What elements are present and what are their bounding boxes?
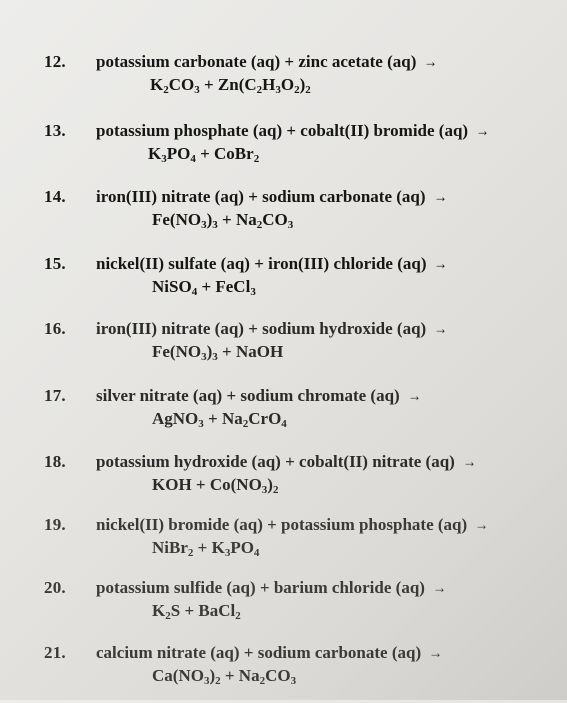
formula-subscript: 2 bbox=[163, 84, 169, 96]
formula-subscript: 3 bbox=[198, 418, 204, 430]
problem-formula: $K_3PO_4$ + CoBr$_2$ bbox=[148, 144, 260, 165]
reaction-arrow: → bbox=[424, 52, 438, 71]
problem-18 bbox=[0, 452, 567, 512]
problem-20 bbox=[0, 578, 567, 638]
problem-number: 12. bbox=[44, 52, 66, 71]
problem-number: 16. bbox=[44, 319, 66, 338]
problem-formula: $Fe(NO_3)_3$ + NaOH bbox=[152, 342, 284, 363]
formula-subscript: 3 bbox=[290, 675, 297, 687]
problem-16 bbox=[0, 319, 567, 379]
problem-15 bbox=[0, 254, 567, 314]
formula-subscript: 2 bbox=[259, 675, 266, 687]
reaction-arrow: → bbox=[462, 452, 477, 471]
formula-subscript: 3 bbox=[212, 219, 218, 231]
reaction-arrow: → bbox=[428, 643, 443, 662]
formula-subscript: 3 bbox=[194, 84, 200, 96]
formula-subscript: 3 bbox=[161, 153, 167, 165]
problem-formula: AgNO$_3$ + $Na_2CrO_4$ bbox=[152, 409, 287, 430]
formula-subscript: 3 bbox=[203, 675, 210, 687]
problem-number: 21. bbox=[44, 643, 66, 662]
formula-subscript: 2 bbox=[187, 547, 194, 559]
problem-description: iron(III) nitrate (aq) + sodium carbonate (aq) → bbox=[96, 187, 447, 206]
formula-subscript: 4 bbox=[191, 286, 198, 298]
formula-subscript: 2 bbox=[256, 219, 263, 231]
problem-description: nickel(II) sulfate (aq) + iron(III) chloride (aq) → bbox=[96, 254, 448, 273]
problem-formula: NiSO$_4$ + FeCl$_3$ bbox=[152, 277, 256, 298]
formula-subscript: 3 bbox=[261, 484, 268, 496]
problem-number: 13. bbox=[44, 121, 66, 140]
problem-number: 20. bbox=[44, 578, 66, 597]
problem-12 bbox=[0, 52, 567, 112]
reaction-arrow: → bbox=[474, 515, 489, 534]
problem-formula: $Fe(NO_3)_3 + Na_2CO_3$ bbox=[152, 210, 294, 231]
reaction-arrow: → bbox=[433, 187, 447, 206]
problem-description: calcium nitrate (aq) + sodium carbonate (aq) → bbox=[96, 643, 443, 662]
reaction-arrow: → bbox=[433, 319, 448, 338]
formula-subscript: 2 bbox=[235, 610, 241, 622]
problem-number: 18. bbox=[44, 452, 66, 471]
problem-formula: $K_2S$ + BaCl$_2$ bbox=[152, 601, 241, 622]
formula-subscript: 2 bbox=[242, 418, 249, 430]
problem-description: iron(III) nitrate (aq) + sodium hydroxide (aq) → bbox=[96, 319, 448, 338]
problem-description: nickel(II) bromide (aq) + potassium phosphate (aq) → bbox=[96, 515, 489, 534]
problem-description: silver nitrate (aq) + sodium chromate (aq) → bbox=[96, 386, 422, 405]
problem-17 bbox=[0, 386, 567, 446]
problem-21 bbox=[0, 643, 567, 703]
problem-number: 15. bbox=[44, 254, 66, 273]
reaction-arrow: → bbox=[432, 578, 447, 597]
reaction-arrow: → bbox=[475, 121, 490, 140]
problem-number: 19. bbox=[44, 515, 66, 534]
problem-number: 14. bbox=[44, 187, 66, 206]
problem-formula: $Ca(NO_3)_2 + Na_2CO_3$ bbox=[152, 666, 297, 687]
formula-subscript: 2 bbox=[305, 84, 311, 96]
problem-formula: KOH + $Co(NO_3)_2$ bbox=[152, 475, 279, 496]
problem-description: potassium carbonate (aq) + zinc acetate (aq) → bbox=[96, 52, 438, 71]
formula-subscript: 3 bbox=[224, 547, 231, 559]
formula-subscript: 2 bbox=[272, 484, 279, 496]
problem-description: potassium phosphate (aq) + cobalt(II) bromide (aq) → bbox=[96, 121, 490, 140]
reaction-arrow: → bbox=[407, 386, 422, 405]
problem-description: potassium sulfide (aq) + barium chloride (aq) → bbox=[96, 578, 447, 597]
formula-subscript: 4 bbox=[281, 418, 287, 430]
formula-subscript: 2 bbox=[165, 610, 171, 622]
formula-subscript: 3 bbox=[201, 351, 207, 363]
formula-subscript: 3 bbox=[287, 219, 294, 231]
formula-subscript: 4 bbox=[190, 153, 196, 165]
formula-subscript: 2 bbox=[294, 84, 300, 96]
formula-subscript: 3 bbox=[250, 286, 256, 298]
formula-subscript: 3 bbox=[275, 84, 281, 96]
problem-19 bbox=[0, 515, 567, 575]
reaction-arrow: → bbox=[434, 254, 448, 273]
problem-13 bbox=[0, 121, 567, 181]
formula-subscript: 3 bbox=[212, 351, 218, 363]
formula-subscript: 2 bbox=[253, 153, 260, 165]
formula-subscript: 4 bbox=[253, 547, 260, 559]
formula-subscript: 3 bbox=[201, 219, 207, 231]
problem-14 bbox=[0, 187, 567, 247]
formula-subscript: 2 bbox=[256, 84, 263, 96]
problem-number: 17. bbox=[44, 386, 66, 405]
problem-formula: NiBr$_2$ + $K_3PO_4$ bbox=[152, 538, 260, 559]
formula-subscript: 2 bbox=[215, 675, 221, 687]
problem-formula: $K_2CO_3 + Zn(C_2H_3O_2)_2$ bbox=[150, 75, 311, 96]
problem-description: potassium hydroxide (aq) + cobalt(II) nitrate (aq) → bbox=[96, 452, 477, 471]
